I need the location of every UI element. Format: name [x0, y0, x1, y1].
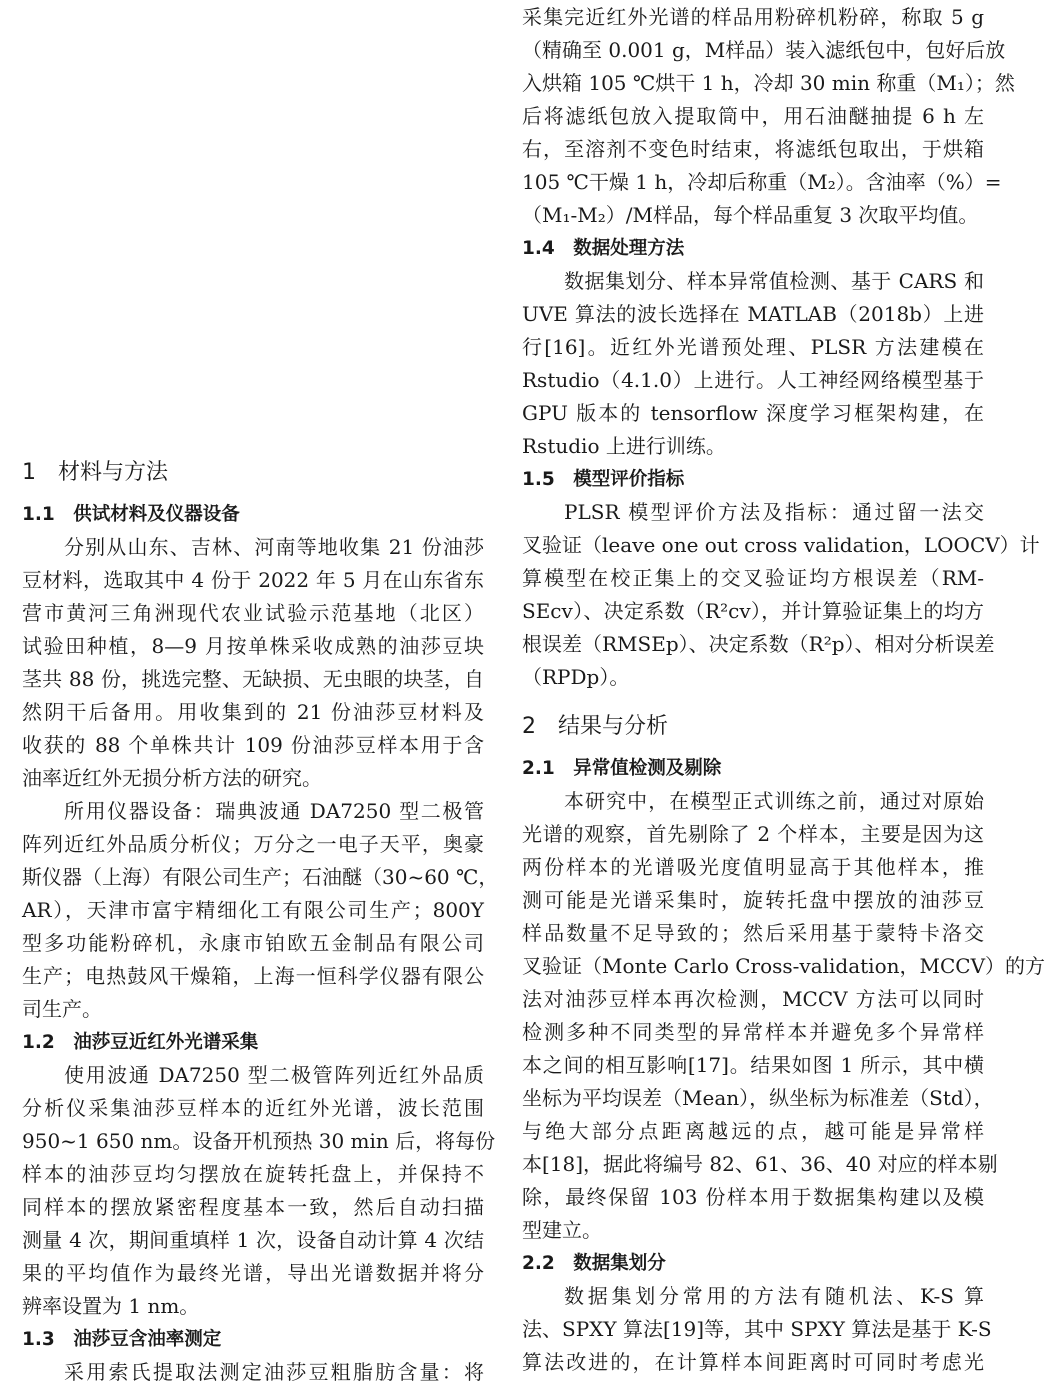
- text-line: 阵列近红外品质分析仪；万分之一电子天平，奥豪: [22, 832, 484, 856]
- text-line: 坐标为平均误差（Mean），纵坐标为标准差（Std），: [522, 1086, 994, 1110]
- text-line: 与绝大部分点距离越远的点，越可能是异常样: [522, 1119, 984, 1143]
- text-line: 950~1 650 nm。设备开机预热 30 min 后，将每份: [22, 1129, 496, 1153]
- text-line: 采用索氏提取法测定油莎豆粗脂肪含量：将: [64, 1360, 484, 1384]
- text-line: 本之间的相互影响[17]。结果如图 1 所示，其中横: [522, 1053, 984, 1077]
- text-line: 分别从山东、吉林、河南等地收集 21 份油莎: [64, 535, 484, 559]
- text-line: 右，至溶剂不变色时结束，将滤纸包取出，于烘箱: [522, 137, 984, 161]
- text-line: 油率近红外无损分析方法的研究。: [22, 766, 322, 790]
- text-line: 辨率设置为 1 nm。: [22, 1294, 200, 1318]
- section-2-2-heading: 2.2 数据集划分: [522, 1253, 666, 1274]
- text-line: 采集完近红外光谱的样品用粉碎机粉碎，称取 5 g: [522, 5, 984, 29]
- text-line: 豆材料，选取其中 4 份于 2022 年 5 月在山东省东: [22, 568, 484, 592]
- text-line: （M₁-M₂）/M样品，每个样品重复 3 次取平均值。: [522, 203, 979, 227]
- text-line: 型多功能粉碎机，永康市铂欧五金制品有限公司: [22, 931, 484, 955]
- section-1-1-heading: 1.1 供试材料及仪器设备: [22, 504, 240, 525]
- paragraph: [522, 496, 1040, 694]
- text-line: 营市黄河三角洲现代农业试验示范基地（北区）: [22, 601, 484, 625]
- paragraph: [22, 1356, 484, 1389]
- text-line: 本研究中，在模型正式训练之前，通过对原始: [564, 789, 984, 813]
- text-line: GPU 版本的 tensorflow 深度学习框架构建，在: [522, 401, 984, 425]
- paragraph: [22, 531, 484, 795]
- text-line: 试验田种植，8—9 月按单株采收成熟的油莎豆块: [22, 634, 484, 658]
- text-line: 斯仪器（上海）有限公司生产；石油醚（30~60 ℃，: [22, 865, 499, 889]
- section-1-heading: 1 材料与方法: [22, 460, 168, 485]
- text-line: AR），天津市富宇精细化工有限公司生产；800Y: [22, 898, 484, 922]
- text-line: 数据集划分、样本异常值检测、基于 CARS 和: [564, 269, 984, 293]
- text-line: 数据集划分常用的方法有随机法、K-S 算: [564, 1284, 984, 1308]
- right-column: [522, 1, 1045, 1379]
- section-2-1-heading: 2.1 异常值检测及剔除: [522, 758, 722, 779]
- section-1-2-heading: 1.2 油莎豆近红外光谱采集: [22, 1032, 259, 1053]
- text-line: 样品数量不足导致的；然后采用基于蒙特卡洛交: [522, 921, 984, 945]
- section-1-4-heading: 1.4 数据处理方法: [522, 238, 685, 259]
- text-line: 本[18]，据此将编号 82、61、36、40 对应的样本剔: [522, 1152, 998, 1176]
- text-line: 算法改进的，在计算样本间距离时可同时考虑光: [522, 1350, 984, 1374]
- text-line: 除，最终保留 103 份样本用于数据集构建以及模: [522, 1185, 984, 1209]
- text-line: Rstudio 上进行训练。: [522, 434, 726, 458]
- paragraph: [522, 1280, 992, 1379]
- section-2-heading: 2 结果与分析: [522, 714, 668, 739]
- section-1-3-heading: 1.3 油莎豆含油率测定: [22, 1329, 222, 1350]
- text-line: 所用仪器设备：瑞典波通 DA7250 型二极管: [64, 799, 484, 823]
- text-line: 叉验证（Monte Carlo Cross-validation，MCCV）的方: [522, 954, 1045, 978]
- text-line: 然阴干后备用。用收集到的 21 份油莎豆材料及: [22, 700, 484, 724]
- paragraph: [522, 1, 1015, 232]
- text-line: 行[16]。近红外光谱预处理、PLSR 方法建模在: [522, 335, 984, 359]
- text-line: 叉验证（leave one out cross validation，LOOCV）计: [522, 533, 1040, 557]
- text-line: 后将滤纸包放入提取筒中，用石油醚抽提 6 h 左: [522, 104, 984, 128]
- text-line: 样本的油莎豆均匀摆放在旋转托盘上，并保持不: [22, 1162, 484, 1186]
- text-line: 入烘箱 105 ℃烘干 1 h，冷却 30 min 称重（M₁）；然: [522, 71, 1015, 95]
- paragraph: [22, 795, 499, 1026]
- text-line: 105 ℃干燥 1 h，冷却后称重（M₂）。含油率（%）=: [522, 170, 1002, 194]
- text-line: 根误差（RMSEp）、决定系数（R²p）、相对分析误差: [522, 632, 995, 656]
- text-line: SEcv）、决定系数（R²cv），并计算验证集上的均方: [522, 599, 984, 623]
- text-line: 使用波通 DA7250 型二极管阵列近红外品质: [64, 1063, 484, 1087]
- text-line: （RPDp）。: [522, 665, 630, 689]
- text-line: 茎共 88 份，挑选完整、无缺损、无虫眼的块茎，自: [22, 667, 484, 691]
- text-line: 分析仪采集油莎豆样本的近红外光谱，波长范围: [22, 1096, 484, 1120]
- text-line: 生产；电热鼓风干燥箱，上海一恒科学仪器有限公: [22, 964, 484, 988]
- text-line: 测可能是光谱采集时，旋转托盘中摆放的油莎豆: [522, 888, 984, 912]
- text-line: 光谱的观察，首先剔除了 2 个样本，主要是因为这: [522, 822, 984, 846]
- text-line: 两份样本的光谱吸光度值明显高于其他样本，推: [522, 855, 984, 879]
- paragraph: [22, 1059, 496, 1323]
- text-line: 法对油莎豆样本再次检测，MCCV 方法可以同时: [522, 987, 984, 1011]
- text-line: Rstudio（4.1.0）上进行。人工神经网络模型基于: [522, 368, 984, 392]
- text-line: 果的平均值作为最终光谱，导出光谱数据并将分: [22, 1261, 484, 1285]
- text-line: 算模型在校正集上的交叉验证均方根误差（RM-: [522, 566, 984, 590]
- paragraph: [522, 265, 984, 463]
- text-line: （精确至 0.001 g，M样品）装入滤纸包中，包好后放: [522, 38, 1006, 62]
- section-1-5-heading: 1.5 模型评价指标: [522, 469, 685, 490]
- text-line: 法、SPXY 算法[19]等，其中 SPXY 算法是基于 K-S: [522, 1317, 992, 1341]
- text-line: 收获的 88 个单株共计 109 份油莎豆样本用于含: [22, 733, 484, 757]
- text-line: 司生产。: [22, 997, 102, 1021]
- text-line: 检测多种不同类型的异常样本并避免多个异常样: [522, 1020, 984, 1044]
- text-line: UVE 算法的波长选择在 MATLAB（2018b）上进: [522, 302, 984, 326]
- text-line: 测量 4 次，期间重填样 1 次，设备自动计算 4 次结: [22, 1228, 484, 1252]
- text-line: 型建立。: [522, 1218, 602, 1242]
- text-line: PLSR 模型评价方法及指标：通过留一法交: [564, 500, 984, 524]
- paragraph: [522, 785, 1045, 1247]
- text-line: 同样本的摆放紧密程度基本一致，然后自动扫描: [22, 1195, 484, 1219]
- left-column: [22, 440, 499, 1389]
